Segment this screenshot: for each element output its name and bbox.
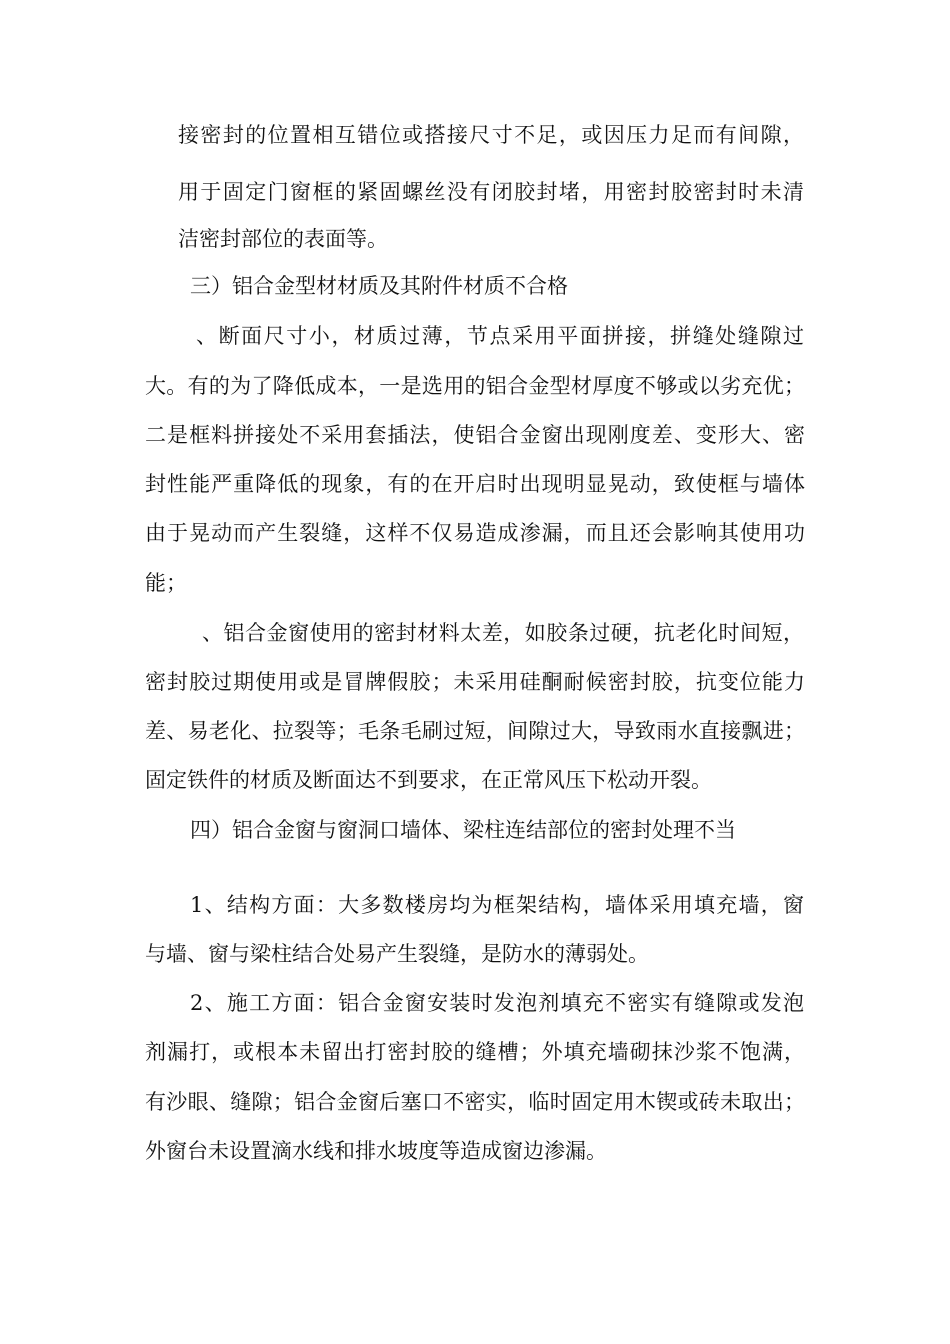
text-line: 与墙、窗与梁柱结合处易产生裂缝，是防水的薄弱处。 xyxy=(145,942,649,966)
section-heading: 三）铝合金型材材质及其附件材质不合格 xyxy=(190,274,568,298)
text-line: 洁密封部位的表面等。 xyxy=(178,227,388,251)
text-line: 用于固定门窗框的紧固螺丝没有闭胶封堵，用密封胶密封时未清 xyxy=(178,180,804,204)
text-line: 固定铁件的材质及断面达不到要求，在正常风压下松动开裂。 xyxy=(145,768,712,792)
text-line: 接密封的位置相互错位或搭接尺寸不足，或因压力足而有间隙， xyxy=(178,123,804,147)
text-line: 1、结构方面：大多数楼房均为框架结构，墙体采用填充墙，窗 xyxy=(190,893,804,917)
text-line: 封性能严重降低的现象，有的在开启时出现明显晃动，致使框与墙体 xyxy=(145,472,805,496)
text-line: 密封胶过期使用或是冒牌假胶；未采用硅酮耐候密封胶，抗变位能力 xyxy=(145,670,805,694)
text-line: 2、施工方面：铝合金窗安装时发泡剂填充不密实有缝隙或发泡 xyxy=(190,991,804,1015)
text-line: 能； xyxy=(145,571,187,595)
text-line: 外窗台未设置滴水线和排水坡度等造成窗边渗漏。 xyxy=(145,1139,607,1163)
text-line: 、断面尺寸小，材质过薄，节点采用平面拼接，拼缝处缝隙过 xyxy=(196,324,804,348)
section-heading: 四）铝合金窗与窗洞口墙体、梁柱连结部位的密封处理不当 xyxy=(190,818,736,842)
text-line: 有沙眼、缝隙；铝合金窗后塞口不密实，临时固定用木锲或砖未取出； xyxy=(145,1090,805,1114)
text-line: 二是框料拼接处不采用套插法，使铝合金窗出现刚度差、变形大、密 xyxy=(145,423,805,447)
text-line: 、铝合金窗使用的密封材料太差，如胶条过硬，抗老化时间短， xyxy=(202,621,804,645)
text-line: 由于晃动而产生裂缝，这样不仅易造成渗漏，而且还会影响其使用功 xyxy=(145,521,805,545)
text-line: 大。有的为了降低成本，一是选用的铝合金型材厚度不够或以劣充优； xyxy=(145,374,805,398)
text-line: 差、易老化、拉裂等；毛条毛刷过短，间隙过大，导致雨水直接飘进； xyxy=(145,719,805,743)
text-line: 剂漏打，或根本未留出打密封胶的缝槽；外填充墙砌抹沙浆不饱满， xyxy=(145,1040,805,1064)
